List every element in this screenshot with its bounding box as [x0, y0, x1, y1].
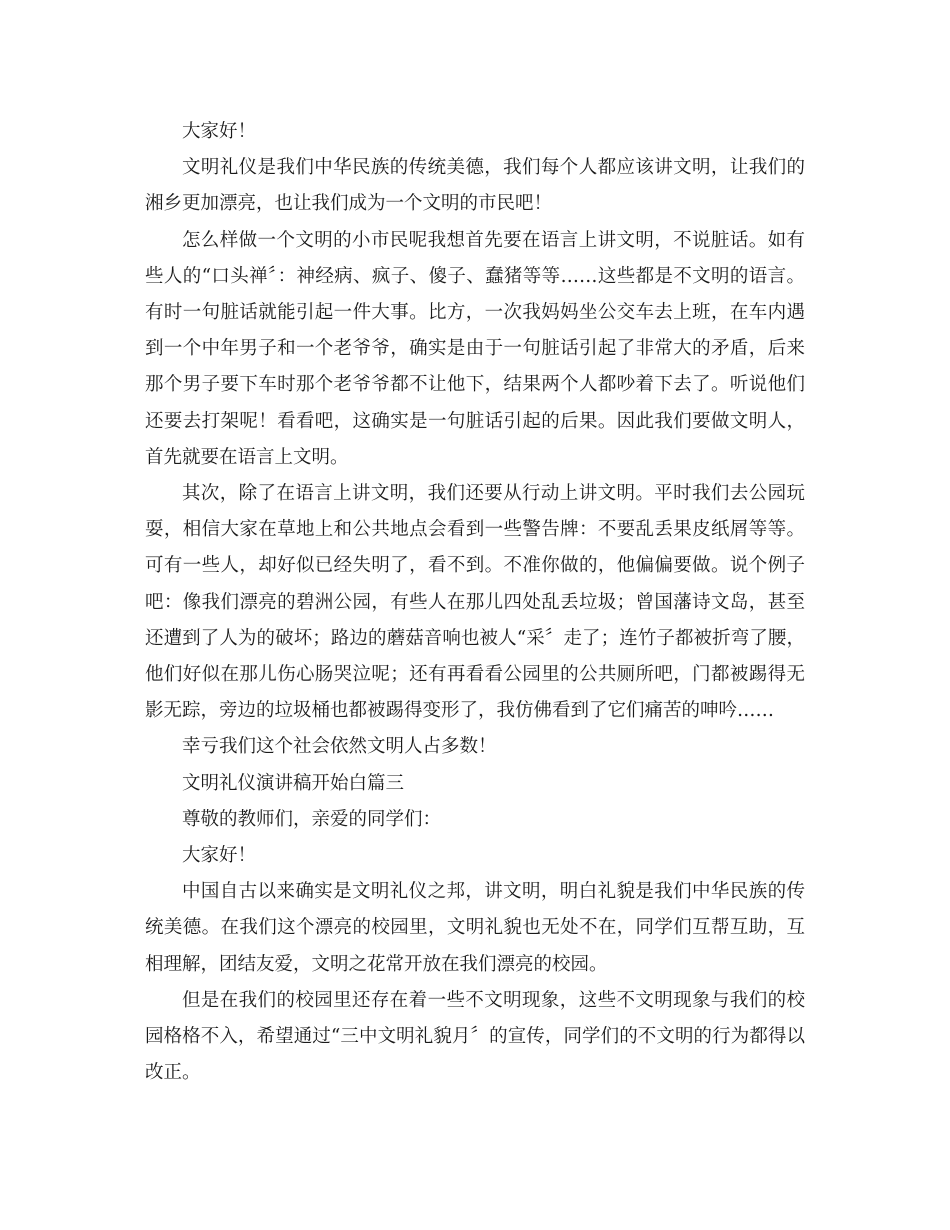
paragraph-action: 其次，除了在语言上讲文明，我们还要从行动上讲文明。平时我们去公园玩耍，相信大家在草地上和公共地点会看到一些警告牌：不要乱丢果皮纸屑等等。可有一些人，却好似已经失明了，看不到。不准你做的，他偏偏要做。说个例子吧：像我们漂亮的碧洲公园，有些人在那儿四处乱丢垃圾；曾国藩诗文岛，甚至还遭到了人为的破坏；路边的蘑菇音响也被人“采〞走了；连竹子都被折弯了腰，他们好似在那儿伤心肠哭泣呢；还有再看看公园里的公共厕所吧，门都被踢得无影无踪，旁边的垃圾桶也都被踢得变形了，我仿佛看到了它们痛苦的呻吟…… [145, 483, 805, 722]
paragraph-greeting: 大家好！ [182, 121, 257, 142]
paragraph-china: 中国自古以来确实是文明礼仪之邦，讲文明，明白礼貌是我们中华民族的传统美德。在我们这个漂亮的校园里，文明礼貌也无处不在，同学们互帮互助，互相理解，团结友爱，文明之花常开放在我们漂亮的校园。 [145, 881, 805, 975]
document-body [145, 114, 805, 1091]
paragraph-greeting-2: 大家好！ [182, 845, 257, 867]
paragraph-salutation: 尊敬的教师们，亲爱的同学们： [182, 808, 442, 830]
paragraph-fortunately: 幸亏我们这个社会依然文明人占多数！ [182, 736, 497, 758]
paragraph-intro: 文明礼仪是我们中华民族的传统美德，我们每个人都应该讲文明，让我们的湘乡更加漂亮，也让我们成为一个文明的市民吧！ [145, 157, 805, 215]
paragraph-campus: 但是在我们的校园里还存在着一些不文明现象，这些不文明现象与我们的校园格格不入，希望通过“三中文明礼貌月〞的宣传，同学们的不文明的行为都得以改正。 [145, 989, 805, 1084]
paragraph-language: 怎么样做一个文明的小市民呢我想首先要在语言上讲文明，不说脏话。如有些人的“口头禅〞：神经病、疯子、傻子、蠢猪等等……这些都是不文明的语言。有时一句脏话就能引起一件大事。比方，一次我妈妈坐公交车去上班，在车内遇到一个中年男子和一个老爷爷，确实是由于一句脏话引起了非常大的矛盾，后来那个男子要下车时那个老爷爷都不让他下，结果两个人都吵着下去了。听说他们还要去打架呢！看看吧，这确实是一句脏话引起的后果。因此我们要做文明人，首先就要在语言上文明。 [145, 229, 805, 468]
section-title: 文明礼仪演讲稿开始白篇三 [182, 772, 405, 794]
